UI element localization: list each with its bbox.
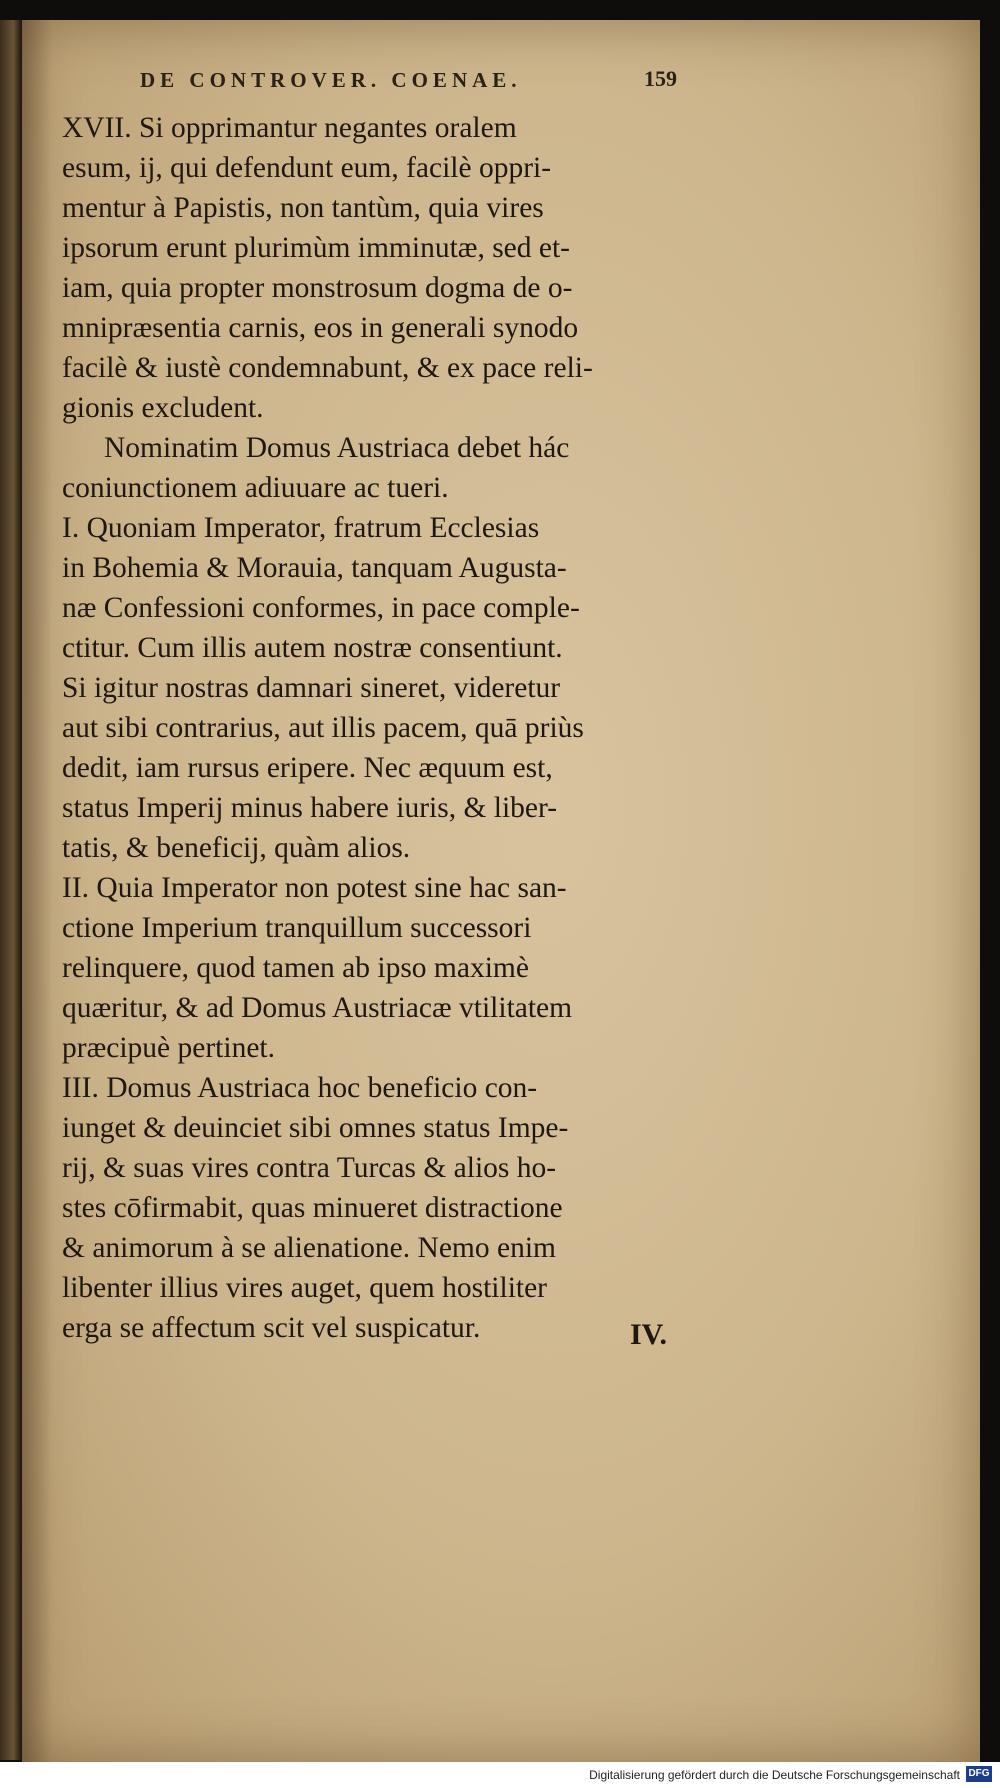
text-line: ctione Imperium tranquillum successori — [62, 912, 532, 944]
body-text — [62, 108, 702, 1348]
text-line: esum, ij, qui defendunt eum, facilè oppri- — [62, 152, 552, 184]
text-line: facilè & iustè condemnabunt, & ex pace reli- — [62, 352, 593, 384]
text-line: libenter illius vires auget, quem hostiliter — [62, 1272, 548, 1304]
funding-credit: Digitalisierung gefördert durch die Deutsche Forschungsgemeinschaft — [589, 1768, 960, 1782]
text-line: mentur à Papistis, non tantùm, quia vires — [62, 192, 544, 224]
text-line: stes cōfirmabit, quas minueret distractione — [62, 1192, 563, 1224]
text-line: dedit, iam rursus eripere. Nec æquum est, — [62, 752, 553, 784]
text-line: tatis, & beneficij, quàm alios. — [62, 832, 411, 864]
text-line: gionis excludent. — [62, 392, 264, 424]
text-line: in Bohemia & Morauia, tanquam Augusta- — [62, 552, 567, 584]
text-line: status Imperij minus habere iuris, & liber- — [62, 792, 558, 824]
text-line: I. Quoniam Imperator, fratrum Ecclesias — [62, 512, 540, 544]
text-line: rij, & suas vires contra Turcas & alios ho- — [62, 1152, 557, 1184]
text-line: erga se affectum scit vel suspicatur. — [62, 1312, 481, 1344]
text-line: ipsorum erunt plurimùm imminutæ, sed et- — [62, 232, 571, 264]
text-line: quæritur, & ad Domus Austriacæ vtilitatem — [62, 992, 573, 1024]
page-number: 159 — [644, 66, 677, 91]
text-line: næ Confessioni conformes, in pace comple- — [62, 592, 580, 624]
text-line: XVII. Si opprimantur negantes oralem — [62, 112, 517, 144]
dfg-logo-icon: DFG — [966, 1766, 992, 1782]
text-line: relinquere, quod tamen ab ipso maximè — [62, 952, 529, 984]
text-line: Nominatim Domus Austriaca debet hác — [104, 432, 570, 464]
book-spine-edge — [0, 20, 22, 1760]
catchword: IV. — [630, 1318, 667, 1351]
running-header: DE CONTROVER. COENAE. — [140, 68, 522, 92]
text-line: præcipuè pertinet. — [62, 1032, 275, 1064]
text-line: III. Domus Austriaca hoc beneficio con- — [62, 1072, 538, 1104]
text-line: Si igitur nostras damnari sineret, videretur — [62, 672, 561, 704]
text-line: mnipræsentia carnis, eos in generali synodo — [62, 312, 579, 344]
text-line: II. Quia Imperator non potest sine hac san- — [62, 872, 567, 904]
text-line: ctitur. Cum illis autem nostræ consentiunt. — [62, 632, 563, 664]
text-line: iunget & deuinciet sibi omnes status Impe- — [62, 1112, 569, 1144]
text-line: aut sibi contrarius, aut illis pacem, quā priùs — [62, 712, 584, 744]
text-line: & animorum à se alienatione. Nemo enim — [62, 1232, 556, 1264]
text-line: iam, quia propter monstrosum dogma de o- — [62, 272, 573, 304]
text-line: coniunctionem adiuuare ac tueri. — [62, 472, 449, 504]
